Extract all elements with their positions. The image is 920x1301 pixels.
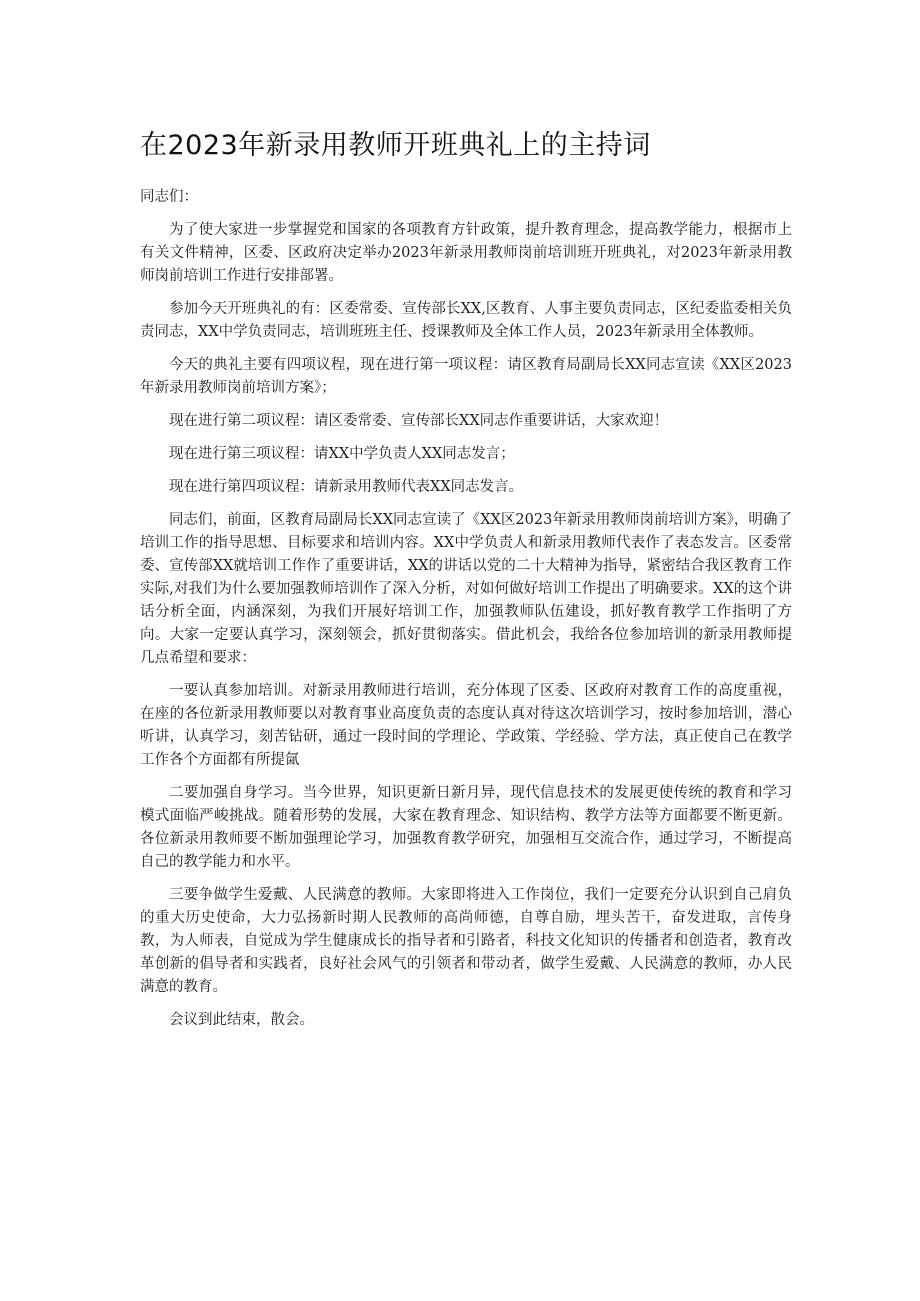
paragraph-agenda-2: 现在进行第二项议程：请区委常委、宣传部长XX同志作重要讲话，大家欢迎！ (169, 413, 669, 429)
salutation: 同志们： (140, 189, 198, 205)
document-title: 在2023年新录用教师开班典礼上的主持词 (140, 130, 651, 161)
paragraph-attendees: 参加今天开班典礼的有：区委常委、宣传部长XX,区教育、人事主要负责同志，区纪委监委相关负责同志，XX中学负责同志，培训班班主任、授课教师及全体工作人员，2023年新录用全体教师。 (140, 301, 792, 340)
paragraph-requirement-2: 二要加强自身学习。当今世界，知识更新日新月异，现代信息技术的发展更使传统的教育和学习模式面临严峻挑战。随着形势的发展，大家在教育理念、知识结构、教学方法等方面都要不断更新。各位新录用教师要不断加强理论学习，加强教育教学研究，加强相互交流合作，通过学习，不断提高自己的教学能力和水平。 (140, 785, 792, 870)
paragraph-closing: 会议到此结束，散会。 (169, 1012, 314, 1028)
document-page (140, 128, 792, 1042)
paragraph-agenda-1: 今天的典礼主要有四项议程，现在进行第一项议程：请区教育局副局长XX同志宣读《XX区2023年新录用教师岗前培训方案》； (140, 357, 792, 396)
paragraph-summary: 同志们，前面，区教育局副局长XX同志宣读了《XX区2023年新录用教师岗前培训方案》，明确了培训工作的指导思想、目标要求和培训内容。XX中学负责人和新录用教师代表作了表态发言。区委常委、宣传部XX就培训工作作了重要讲话，XX的讲话以党的二十大精神为指导，紧密结合我区教育工作实际,对我们为什么要加强教师培训作了深入分析，对如何做好培训工作提出了明确要求。XX的这个讲话分析全面，内涵深刻，为我们开展好培训工作，加强教师队伍建设，抓好教育教学工作指明了方向。大家一定要认真学习，深刻领会，抓好贯彻落实。借此机会，我给各位参加培训的新录用教师提几点希望和要求： (140, 512, 792, 666)
paragraph-intro: 为了使大家进一步掌握党和国家的各项教育方针政策，提升教育理念，提高教学能力，根据市上有关文件精神，区委、区政府决定举办2023年新录用教师岗前培训班开班典礼，对2023年新录用教师岗前培训工作进行安排部署。 (140, 222, 792, 284)
paragraph-agenda-3: 现在进行第三项议程：请XX中学负责人XX同志发言； (169, 446, 515, 462)
paragraph-requirement-1: 一要认真参加培训。对新录用教师进行培训，充分体现了区委、区政府对教育工作的高度重视，在座的各位新录用教师要以对教育事业高度负责的态度认真对待这次培训学习，按时参加培训，潜心听讲，认真学习，刻苦钻研，通过一段时间的学理论、学政策、学经验、学方法，真正使自己在教学工作各个方面都有所提氤 (140, 683, 792, 768)
paragraph-requirement-3: 三要争做学生爱戴、人民满意的教师。大家即将进入工作岗位，我们一定要充分认识到自己肩负的重大历史使命，大力弘扬新时期人民教师的高尚师德，自尊自励，埋头苦干，奋发进取，言传身教，为人师表，自觉成为学生健康成长的指导者和引路者，科技文化知识的传播者和创造者，教育改革创新的倡导者和实践者，良好社会风气的引领者和带动者，做学生爱戴、人民满意的教师，办人民满意的教育。 (140, 887, 792, 995)
paragraph-agenda-4: 现在进行第四项议程：请新录用教师代表XX同志发言。 (169, 479, 524, 495)
